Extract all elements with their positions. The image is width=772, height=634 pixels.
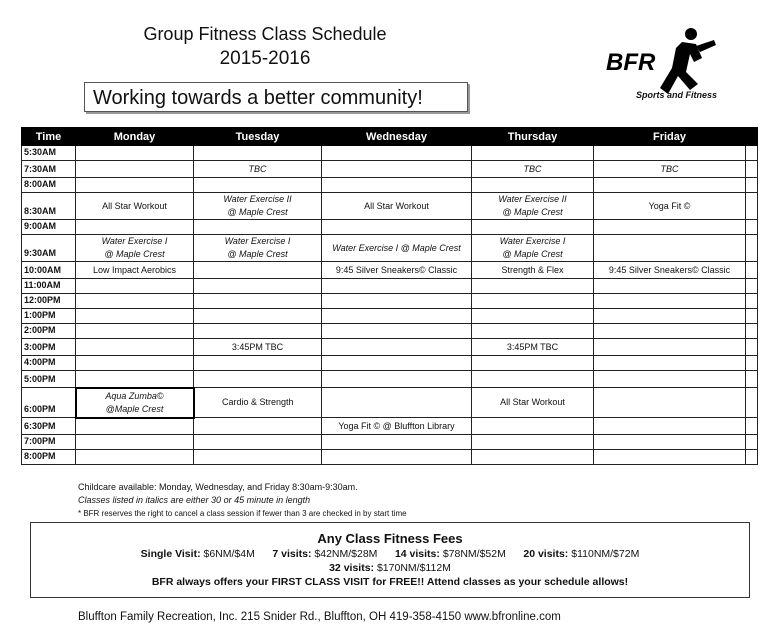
class-cell: Water Exercise I @ Maple Crest: [472, 235, 594, 262]
class-cell: [594, 356, 746, 371]
class-cell: [472, 178, 594, 193]
time-cell: 8:00AM: [22, 178, 76, 193]
day-header: Monday: [76, 128, 194, 146]
schedule-header-row: [22, 128, 758, 146]
page-subtitle-years: 2015-2016: [219, 48, 311, 69]
spacer-cell: [746, 161, 758, 178]
spacer-cell: [746, 235, 758, 262]
class-cell: [76, 220, 194, 235]
class-cell: [322, 371, 472, 388]
tagline: Working towards a better community!: [84, 82, 468, 112]
spacer-cell: [746, 294, 758, 309]
day-header: Friday: [594, 128, 746, 146]
time-cell: 4:00PM: [22, 356, 76, 371]
class-cell: [194, 324, 322, 339]
logo-subtitle: Sports and Fitness: [636, 90, 718, 100]
class-cell: [76, 356, 194, 371]
fees-line-1: [31, 548, 749, 560]
class-cell: [594, 294, 746, 309]
class-cell: [472, 279, 594, 294]
class-cell: Yoga Fit ©: [594, 193, 746, 220]
class-cell: [76, 324, 194, 339]
class-cell: [322, 450, 472, 465]
class-cell: [594, 178, 746, 193]
class-cell: [322, 435, 472, 450]
time-cell: 2:00PM: [22, 324, 76, 339]
schedule-row: [22, 262, 758, 279]
class-cell: All Star Workout: [76, 193, 194, 220]
spacer-cell: [746, 356, 758, 371]
time-cell: 11:00AM: [22, 279, 76, 294]
class-cell: [594, 220, 746, 235]
class-cell: [472, 450, 594, 465]
cancel-policy-note: * BFR reserves the right to cancel a class session if fewer than 3 are checked in by start time: [78, 509, 407, 518]
class-cell: [322, 356, 472, 371]
class-cell: [472, 371, 594, 388]
time-cell: 12:00PM: [22, 294, 76, 309]
class-cell: [594, 324, 746, 339]
class-cell: [322, 220, 472, 235]
class-cell: [594, 418, 746, 435]
class-cell: Water Exercise I @ Maple Crest: [322, 235, 472, 262]
schedule-row: [22, 161, 758, 178]
class-cell: [472, 309, 594, 324]
class-cell: [76, 450, 194, 465]
time-cell: 9:00AM: [22, 220, 76, 235]
spacer-cell: [746, 418, 758, 435]
class-cell: TBC: [594, 161, 746, 178]
class-cell: [194, 262, 322, 279]
class-cell: [322, 309, 472, 324]
fee-label: 20 visits:: [523, 548, 569, 560]
class-cell: [76, 339, 194, 356]
class-cell: Low Impact Aerobics: [76, 262, 194, 279]
class-cell: TBC: [472, 161, 594, 178]
fee-label: 32 visits:: [329, 562, 375, 574]
class-cell: [76, 146, 194, 161]
schedule-row: [22, 294, 758, 309]
logo-wordmark: BFR: [606, 49, 656, 76]
class-cell: [594, 235, 746, 262]
class-cell: Yoga Fit © @ Bluffton Library: [322, 418, 472, 435]
italics-note: Classes listed in italics are either 30 or 45 minute in length: [78, 495, 311, 505]
class-cell: [322, 324, 472, 339]
class-cell: [472, 146, 594, 161]
class-cell: [76, 418, 194, 435]
schedule-row: [22, 388, 758, 418]
class-cell: Water Exercise I @ Maple Crest: [194, 235, 322, 262]
schedule-row: [22, 356, 758, 371]
class-cell: All Star Workout: [472, 388, 594, 418]
class-cell: [194, 294, 322, 309]
class-cell: [594, 371, 746, 388]
day-header: Thursday: [472, 128, 594, 146]
spacer-cell: [746, 435, 758, 450]
class-cell: [322, 294, 472, 309]
class-cell: TBC: [194, 161, 322, 178]
class-cell: [472, 220, 594, 235]
class-cell: Cardio & Strength: [194, 388, 322, 418]
class-cell: 3:45PM TBC: [194, 339, 322, 356]
spacer-header: [746, 128, 758, 146]
class-cell: Strength & Flex: [472, 262, 594, 279]
class-cell: All Star Workout: [322, 193, 472, 220]
spacer-cell: [746, 388, 758, 418]
schedule-table: [21, 127, 758, 465]
class-cell: [322, 146, 472, 161]
class-cell: [472, 324, 594, 339]
class-cell: [322, 339, 472, 356]
time-cell: 6:00PM: [22, 388, 76, 418]
spacer-cell: [746, 193, 758, 220]
class-cell: [76, 161, 194, 178]
class-cell: [76, 435, 194, 450]
schedule-row: [22, 193, 758, 220]
schedule-row: [22, 279, 758, 294]
schedule-row: [22, 435, 758, 450]
time-cell: 10:00AM: [22, 262, 76, 279]
class-cell: [194, 418, 322, 435]
time-cell: 9:30AM: [22, 235, 76, 262]
class-cell: Water Exercise II @ Maple Crest: [194, 193, 322, 220]
day-header: Tuesday: [194, 128, 322, 146]
class-cell: [194, 220, 322, 235]
class-cell: [76, 371, 194, 388]
spacer-cell: [746, 450, 758, 465]
class-cell: [594, 450, 746, 465]
footer-address: Bluffton Family Recreation, Inc. 215 Snider Rd., Bluffton, OH 419-358-4150 www.bfronline.com: [78, 611, 561, 623]
fees-line-2: [31, 562, 749, 574]
fee-label: 7 visits:: [272, 548, 312, 560]
fee-value: $6NM/$4M: [203, 548, 255, 560]
class-cell: [76, 294, 194, 309]
fee-value: $78NM/$52M: [442, 548, 506, 560]
spacer-cell: [746, 178, 758, 193]
class-cell: [194, 356, 322, 371]
time-column-header: Time: [22, 128, 76, 146]
time-cell: 5:30AM: [22, 146, 76, 161]
schedule-notes: [78, 481, 407, 520]
schedule-row: [22, 339, 758, 356]
class-cell: [76, 279, 194, 294]
fees-box: [30, 522, 750, 598]
schedule-row: [22, 309, 758, 324]
spacer-cell: [746, 324, 758, 339]
class-cell: [322, 178, 472, 193]
schedule-row: [22, 220, 758, 235]
class-cell: [322, 388, 472, 418]
page-title: Group Fitness Class Schedule: [143, 24, 387, 44]
class-cell: [594, 309, 746, 324]
schedule-row: [22, 324, 758, 339]
class-cell: [594, 146, 746, 161]
class-cell: 9:45 Silver Sneakers© Classic: [594, 262, 746, 279]
fee-value: $170NM/$112M: [376, 562, 451, 574]
fee-label: 14 visits:: [394, 548, 440, 560]
time-cell: 6:30PM: [22, 418, 76, 435]
time-cell: 7:00PM: [22, 435, 76, 450]
class-cell: [194, 146, 322, 161]
class-cell: [472, 418, 594, 435]
class-cell: 3:45PM TBC: [472, 339, 594, 356]
spacer-cell: [746, 309, 758, 324]
class-cell: [76, 178, 194, 193]
schedule-row: [22, 146, 758, 161]
time-cell: 1:00PM: [22, 309, 76, 324]
fee-label: Single Visit:: [140, 548, 201, 560]
day-header: Wednesday: [322, 128, 472, 146]
class-cell: [322, 279, 472, 294]
schedule-row: [22, 178, 758, 193]
spacer-cell: [746, 371, 758, 388]
time-cell: 5:00PM: [22, 371, 76, 388]
schedule-row: [22, 371, 758, 388]
schedule-row: [22, 418, 758, 435]
class-cell: [472, 356, 594, 371]
class-cell: [472, 435, 594, 450]
class-cell: [594, 279, 746, 294]
class-cell: [472, 294, 594, 309]
class-cell: [594, 339, 746, 356]
class-cell: [76, 309, 194, 324]
class-cell: Aqua Zumba© @Maple Crest: [76, 388, 194, 418]
time-cell: 8:00PM: [22, 450, 76, 465]
schedule-row: [22, 235, 758, 262]
class-cell: [194, 178, 322, 193]
class-cell: 9:45 Silver Sneakers© Classic: [322, 262, 472, 279]
spacer-cell: [746, 146, 758, 161]
class-cell: [194, 435, 322, 450]
runner-body-icon: [660, 42, 702, 94]
spacer-cell: [746, 262, 758, 279]
class-cell: [594, 435, 746, 450]
fee-value: $42NM/$28M: [314, 548, 378, 560]
runner-head-icon: [685, 28, 697, 40]
class-cell: Water Exercise II @ Maple Crest: [472, 193, 594, 220]
time-cell: 8:30AM: [22, 193, 76, 220]
class-cell: Water Exercise I @ Maple Crest: [76, 235, 194, 262]
spacer-cell: [746, 339, 758, 356]
class-cell: [194, 279, 322, 294]
bfr-logo: [598, 22, 738, 117]
class-cell: [594, 388, 746, 418]
fees-promo: BFR always offers your FIRST CLASS VISIT for FREE!! Attend classes as your schedule allows!: [151, 576, 629, 588]
time-cell: 3:00PM: [22, 339, 76, 356]
fees-title: Any Class Fitness Fees: [317, 531, 463, 546]
schedule-row: [22, 450, 758, 465]
spacer-cell: [746, 279, 758, 294]
time-cell: 7:30AM: [22, 161, 76, 178]
class-cell: [194, 450, 322, 465]
spacer-cell: [746, 220, 758, 235]
childcare-note: Childcare available: Monday, Wednesday, and Friday 8:30am-9:30am.: [78, 482, 358, 492]
fee-value: $110NM/$72M: [571, 548, 640, 560]
class-cell: [194, 371, 322, 388]
class-cell: [322, 161, 472, 178]
class-cell: [194, 309, 322, 324]
